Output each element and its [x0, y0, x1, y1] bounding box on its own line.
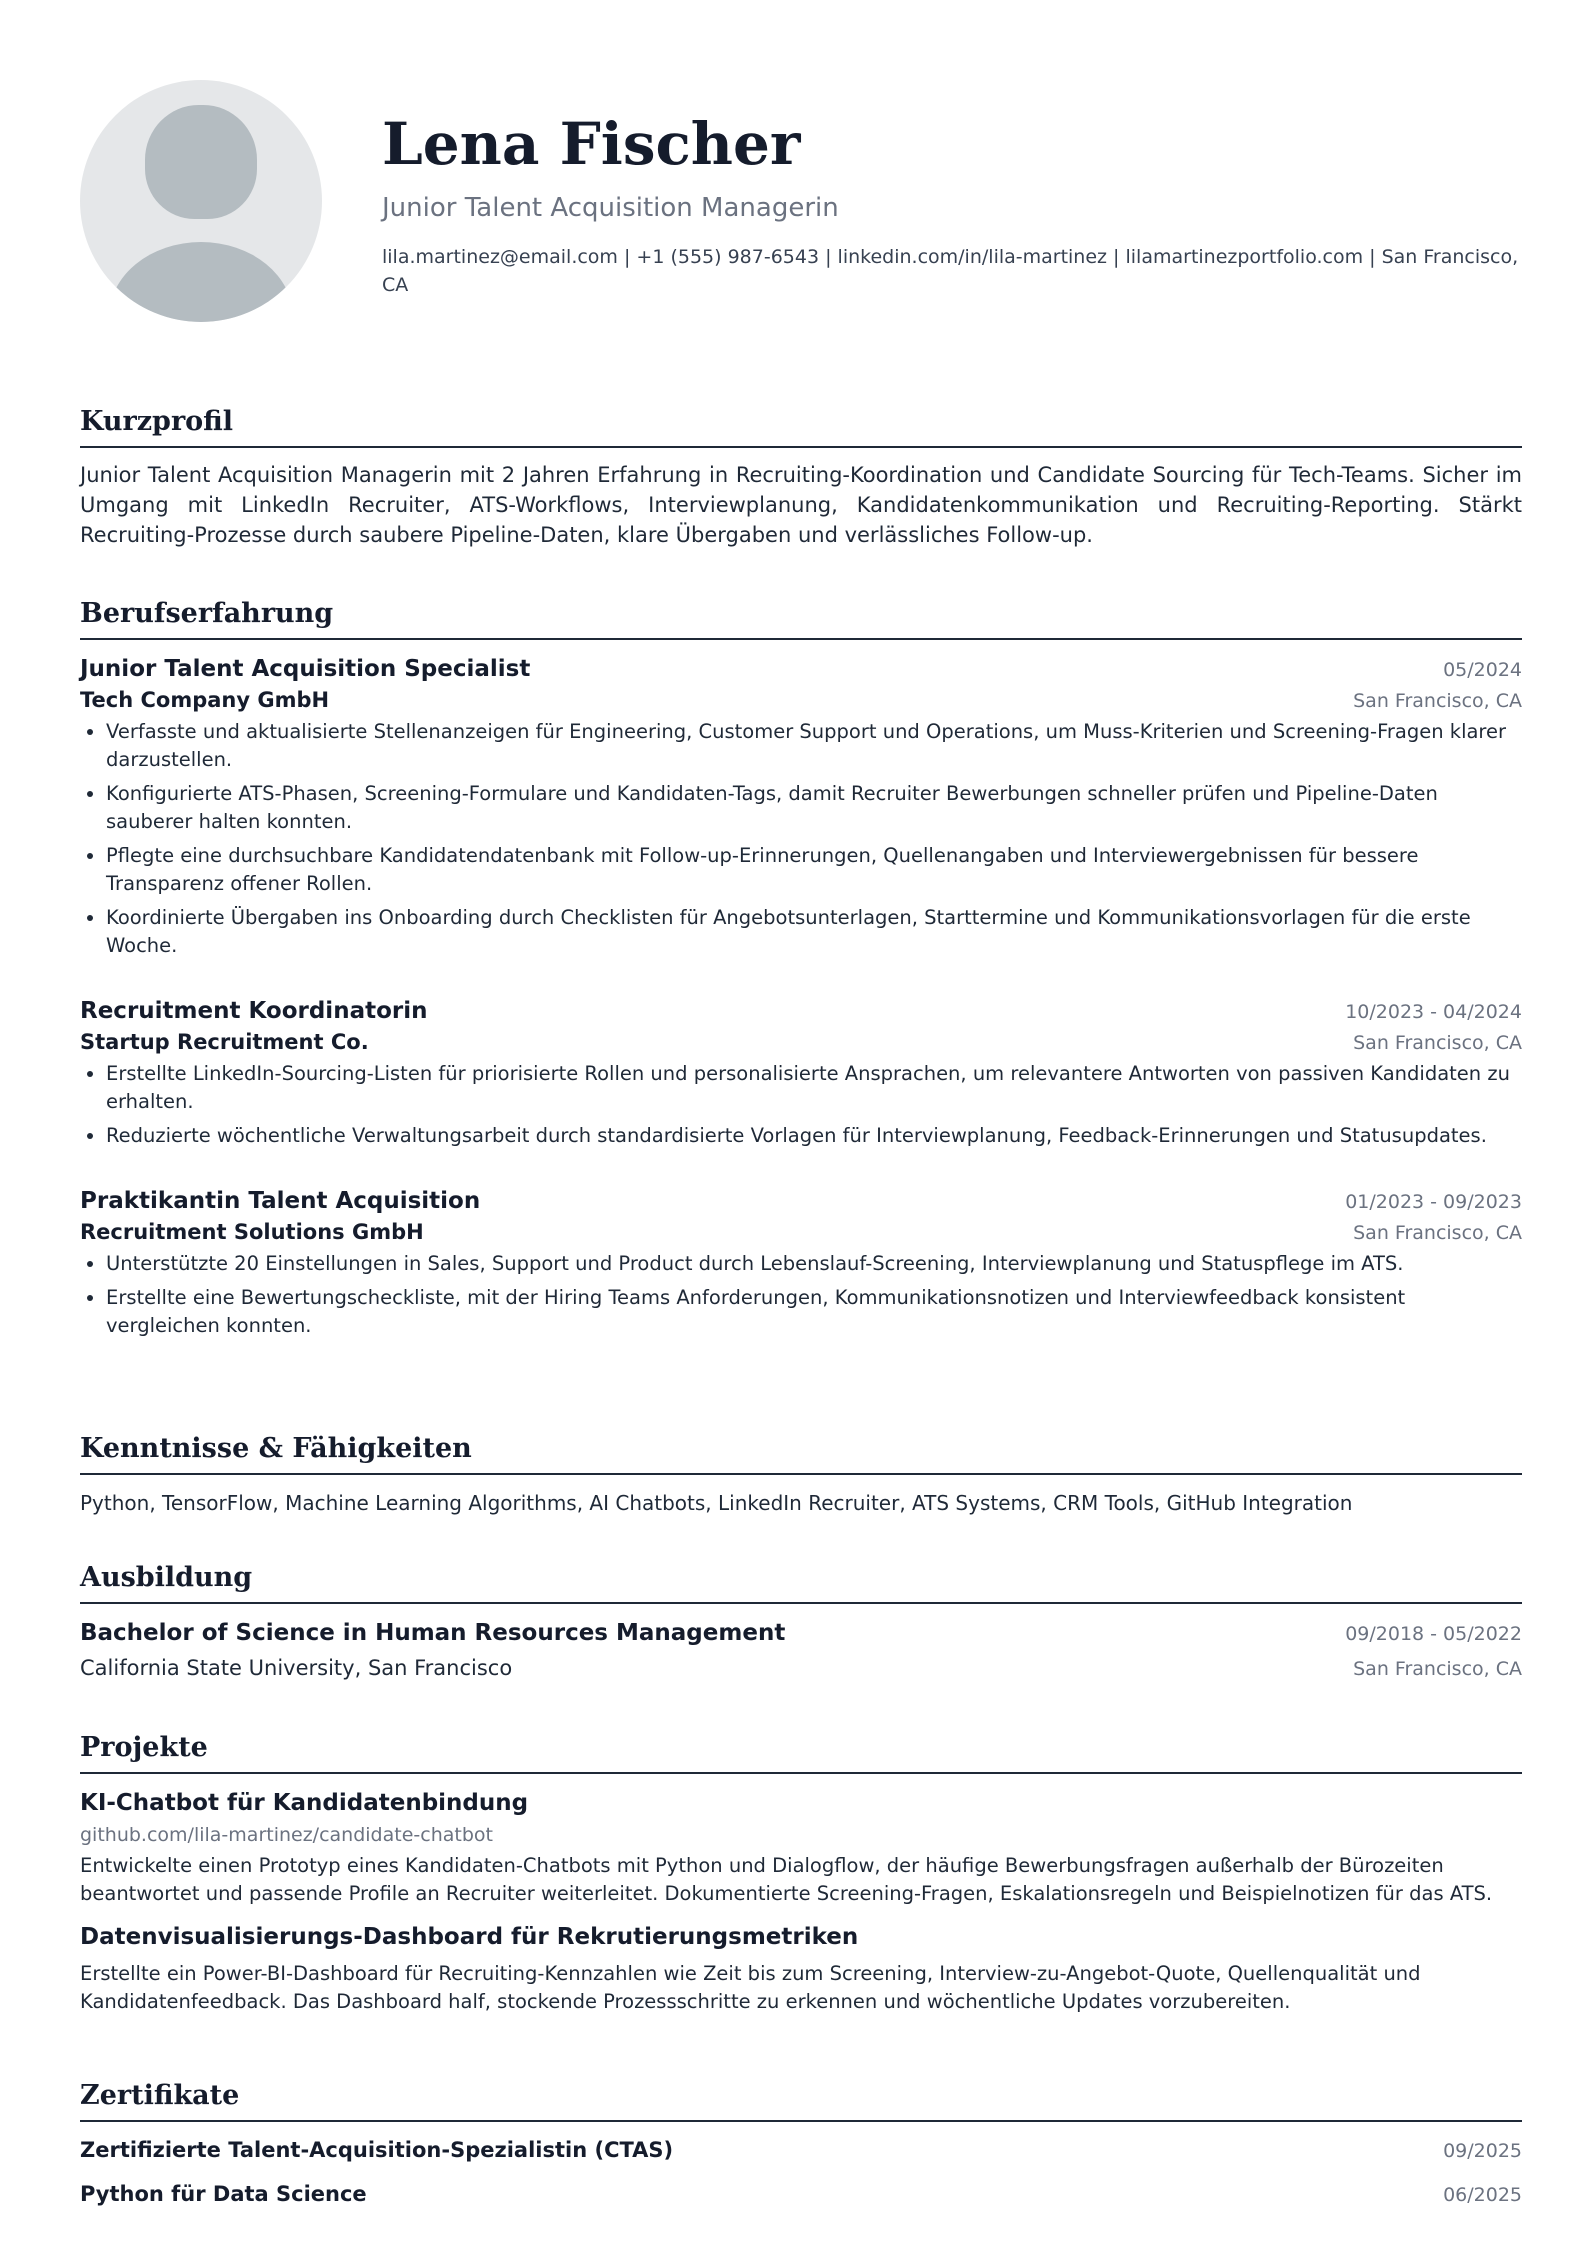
job-company: Recruitment Solutions GmbH — [80, 1220, 424, 1244]
job-company: Startup Recruitment Co. — [80, 1030, 369, 1054]
project-title: Datenvisualisierungs-Dashboard für Rekrutierungsmetriken — [80, 1924, 859, 1950]
job-bullet: • Erstellte LinkedIn-Sourcing-Listen für priorisierte Rollen und personalisierte Ansprachen, um relevantere Antworten von passiven Kandidaten zu erhalten. — [106, 1060, 1522, 1116]
job-bullet: • Erstellte eine Bewertungscheckliste, mit der Hiring Teams Anforderungen, Kommunikationsnotizen und Interviewfeedback konsistent vergleichen konnten. — [106, 1284, 1522, 1340]
job-bullet: • Pflegte eine durchsuchbare Kandidatendatenbank mit Follow-up-Erinnerungen, Quellenangaben und Interviewergebnissen für bessere Transparenz offener Rollen. — [106, 842, 1522, 898]
candidate-role: Junior Talent Acquisition Managerin — [382, 193, 839, 223]
job-title: Recruitment Koordinatorin — [80, 998, 428, 1024]
education-section — [80, 1560, 1522, 1682]
avatar — [80, 80, 322, 322]
experience-section — [80, 596, 1522, 1346]
job-entry — [80, 998, 1522, 1150]
job-date: 01/2023 - 09/2023 — [1345, 1191, 1522, 1213]
job-location: San Francisco, CA — [1353, 1222, 1522, 1244]
education-date: 09/2018 - 05/2022 — [1345, 1623, 1522, 1645]
job-bullets — [80, 1060, 1522, 1150]
project-title: KI-Chatbot für Kandidatenbindung — [80, 1790, 529, 1816]
education-location: San Francisco, CA — [1353, 1658, 1522, 1680]
certificate-name: Python für Data Science — [80, 2182, 367, 2206]
candidate-name: Lena Fischer — [382, 110, 801, 178]
job-entry — [80, 1188, 1522, 1340]
job-title: Junior Talent Acquisition Specialist — [80, 656, 531, 682]
skills-text: Python, TensorFlow, Machine Learning Algorithms, AI Chatbots, LinkedIn Recruiter, ATS Systems, CRM Tools, GitHub Integration — [80, 1491, 1353, 1515]
project-description: Entwickelte einen Prototyp eines Kandidaten-Chatbots mit Python und Dialogflow, der häufige Bewerbungsfragen außerhalb der Bürozeiten beantwortet und passende Profile an Recruiter weiterleitet. Dokumentierte Screening-Fragen, Eskalationsregeln und Beispielnotizen für das ATS. — [80, 1854, 1493, 1905]
project-entry — [80, 1790, 1522, 1908]
section-title-projects: Projekte — [80, 1730, 1522, 1774]
job-bullet: • Reduzierte wöchentliche Verwaltungsarbeit durch standardisierte Vorlagen für Interviewplanung, Feedback-Erinnerungen und Statusupdates. — [106, 1122, 1522, 1150]
job-location: San Francisco, CA — [1353, 690, 1522, 712]
certificate-entry — [80, 2182, 1522, 2206]
section-title-skills: Kenntnisse & Fähigkeiten — [80, 1431, 1522, 1475]
avatar-body-shape — [109, 242, 293, 322]
summary-section — [80, 404, 1522, 550]
section-title-experience: Berufserfahrung — [80, 596, 1522, 640]
job-bullet: • Konfigurierte ATS-Phasen, Screening-Formulare und Kandidaten-Tags, damit Recruiter Bewerbungen schneller prüfen und Pipeline-Daten sauberer halten konnten. — [106, 780, 1522, 836]
summary-text: Junior Talent Acquisition Managerin mit 2 Jahren Erfahrung in Recruiting-Koordination und Candidate Sourcing für Tech-Teams. Sicher im Umgang mit LinkedIn Recruiter, ATS-Workflows, Interviewplanung, Kandidatenkommunikation und Recruiting-Reporting. Stärkt Recruiting-Prozesse durch saubere Pipeline-Daten, klare Übergaben und verlässliches Follow-up. — [80, 463, 1522, 547]
job-location: San Francisco, CA — [1353, 1032, 1522, 1054]
education-degree: Bachelor of Science in Human Resources Management — [80, 1620, 786, 1646]
job-bullet: • Verfasste und aktualisierte Stellenanzeigen für Engineering, Customer Support und Operations, um Muss-Kriterien und Screening-Fragen klarer darzustellen. — [106, 718, 1522, 774]
job-date: 05/2024 — [1443, 659, 1522, 681]
resume-header — [382, 104, 1522, 299]
project-description: Erstellte ein Power-BI-Dashboard für Recruiting-Kennzahlen wie Zeit bis zum Screening, Interview-zu-Angebot-Quote, Quellenqualität und Kandidatenfeedback. Das Dashboard half, stockende Prozessschritte zu erkennen und wöchentliche Updates vorzubereiten. — [80, 1962, 1421, 2013]
job-entry — [80, 656, 1522, 960]
certificate-date: 06/2025 — [1443, 2184, 1522, 2206]
job-bullets — [80, 718, 1522, 960]
contact-line: lila.martinez@email.com | +1 (555) 987-6543 | linkedin.com/in/lila-martinez | lilamartinezportfolio.com | San Francisco, CA — [382, 246, 1519, 296]
projects-section — [80, 1730, 1522, 2016]
skills-section — [80, 1431, 1522, 1517]
job-bullet: • Koordinierte Übergaben ins Onboarding durch Checklisten für Angebotsunterlagen, Starttermine und Kommunikationsvorlagen für die erste Woche. — [106, 904, 1522, 960]
job-bullets — [80, 1250, 1522, 1340]
certificates-section — [80, 2078, 1522, 2206]
project-entry — [80, 1924, 1522, 2016]
job-title: Praktikantin Talent Acquisition — [80, 1188, 481, 1214]
avatar-head-shape — [145, 105, 257, 219]
section-title-summary: Kurzprofil — [80, 404, 1522, 448]
education-school: California State University, San Francisco — [80, 1656, 513, 1680]
project-link[interactable]: github.com/lila-martinez/candidate-chatbot — [80, 1824, 493, 1846]
job-date: 10/2023 - 04/2024 — [1345, 1001, 1522, 1023]
job-company: Tech Company GmbH — [80, 688, 330, 712]
section-title-certificates: Zertifikate — [80, 2078, 1522, 2122]
certificate-entry — [80, 2138, 1522, 2162]
section-title-education: Ausbildung — [80, 1560, 1522, 1604]
certificate-date: 09/2025 — [1443, 2140, 1522, 2162]
job-bullet: • Unterstützte 20 Einstellungen in Sales, Support und Product durch Lebenslauf-Screening, Interviewplanung und Statuspflege im ATS. — [106, 1250, 1522, 1278]
certificate-name: Zertifizierte Talent-Acquisition-Spezialistin (CTAS) — [80, 2138, 674, 2162]
